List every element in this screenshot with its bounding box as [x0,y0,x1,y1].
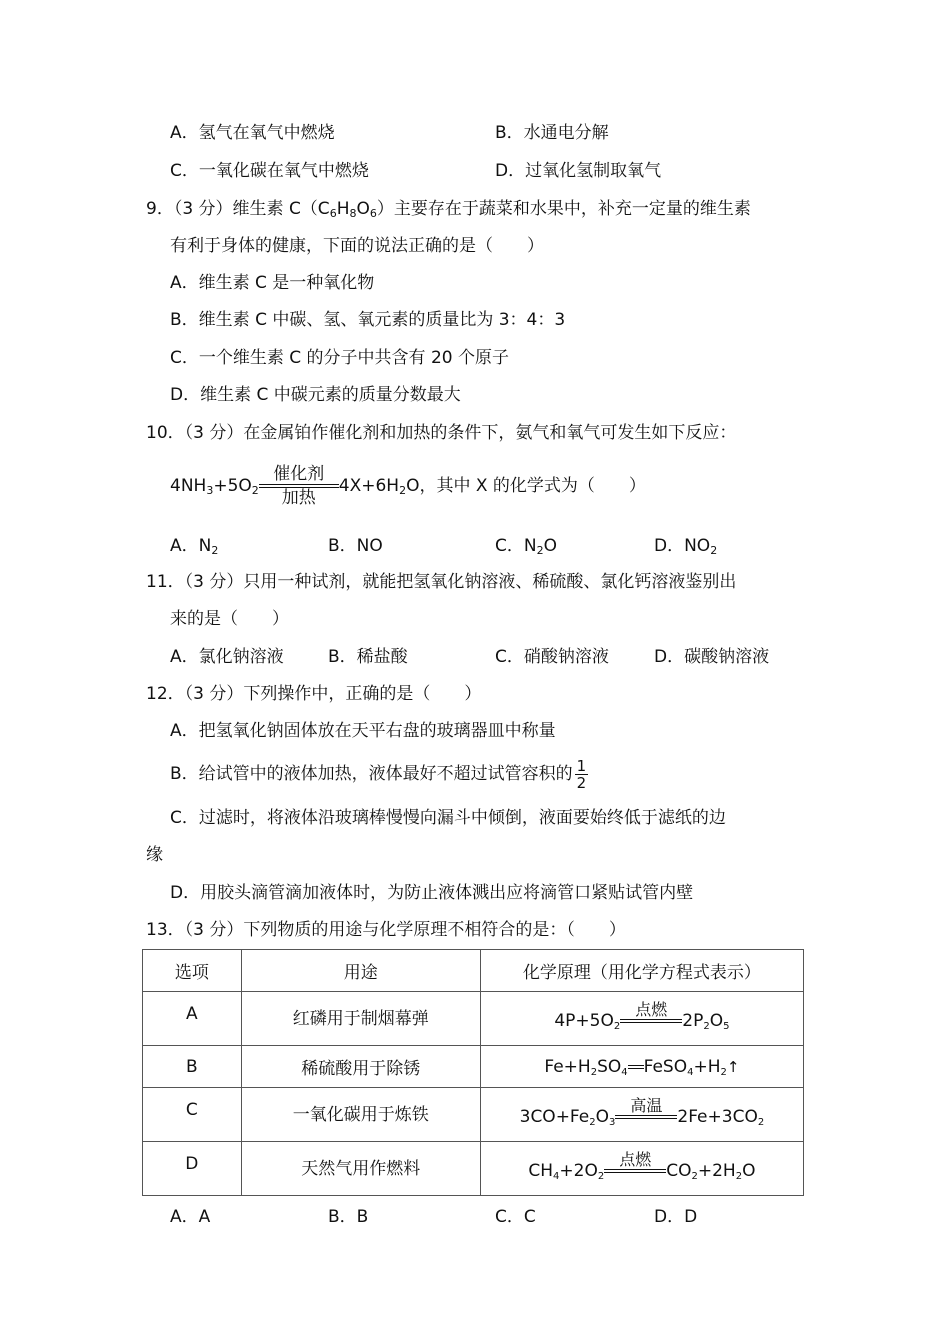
q8-option-d: D．过氧化氢制取氧气 [495,161,662,181]
q10-option-a: A．$N_2$ [170,536,219,557]
q9-option-d: D．维生素 C 中碳元素的质量分数最大 [170,385,461,405]
q10-option-c: C．$N_2O$ [495,536,557,557]
table-cell-option: C [143,1088,242,1142]
q9-option-b: B．维生素 C 中碳、氢、氧元素的质量比为 3：4：3 [170,310,566,330]
table-row [143,1046,804,1088]
table-cell-use: 天然气用作燃料 [241,1142,480,1196]
q11-option-c: C．硝酸钠溶液 [495,647,609,667]
q13-table [142,949,804,1196]
q10-equation: $4NH_3+5O_2$ 催化剂 加热 $4X+6H_2O$，其中 X 的化学式为（ ） [170,464,646,508]
q11-stem: 11．（3 分）只用一种试剂，就能把氢氧化钠溶液、稀硫酸、氯化钙溶液鉴别出 [146,572,737,592]
q13-option-c: C．C [495,1207,536,1227]
table-cell-equation: $Fe+H_2SO_4$ $FeSO_4+H_2↑$ [480,1046,803,1088]
q11-stem-line2: 来的是（ ） [170,609,289,629]
table-cell-equation: $3CO+Fe_2O_3$ 高温 $2Fe+3CO_2$ [480,1088,803,1142]
q11-option-a: A．氯化钠溶液 [170,647,284,667]
q9-option-c: C．一个维生素 C 的分子中共含有 20 个原子 [170,348,509,368]
table-header: 用途 [241,950,480,992]
q12-option-c: C．过滤时，将液体沿玻璃棒慢慢向漏斗中倾倒，液面要始终低于滤纸的边 [170,808,726,828]
fraction: $\frac{1}{2}$ [576,756,587,792]
q13-option-a: A．A [170,1207,211,1227]
table-cell-equation: $4P+5O_2$ 点燃 $2P_2O_5$ [480,992,803,1046]
table-row [143,1142,804,1196]
table-cell-option: D [143,1142,242,1196]
condition-ignite: 点燃 [620,1001,682,1041]
q12-option-c-line2: 缘 [146,845,163,865]
q9-stem: 9．（3 分）维生素 $C(C_6H_8O_6)$主要存在于蔬菜和水果中，补充一定量的维生素 [146,199,751,220]
gas-arrow-icon: ↑ [726,1057,740,1076]
table-row [143,1088,804,1142]
q12-option-a: A．把氢氧化钠固体放在天平右盘的玻璃器皿中称量 [170,721,556,741]
q8-option-b: B．水通电分解 [495,123,609,143]
table-header: 化学原理（用化学方程式表示） [480,950,803,992]
q12-stem: 12．（3 分）下列操作中，正确的是（ ） [146,684,482,704]
table-cell-use: 红磷用于制烟幕弹 [241,992,480,1046]
q10-option-d: D．$NO_2$ [654,536,718,557]
table-cell-use: 一氧化碳用于炼铁 [241,1088,480,1142]
table-header-row [143,950,804,992]
table-cell-option: A [143,992,242,1046]
q12-option-b: B．给试管中的液体加热，液体最好不超过试管容积的 $\frac{1}{2}$ [170,756,587,792]
q9-stem-line2: 有利于身体的健康，下面的说法正确的是（ ） [170,236,544,256]
q13-option-d: D．D [654,1207,698,1227]
q10-condition: 催化剂 加热 [259,464,339,508]
condition-high-temp: 高温 [615,1097,677,1137]
q13-stem: 13．（3 分）下列物质的用途与化学原理不相符合的是：（ ） [146,920,626,940]
table-cell-equation: $CH_4+2O_2$ 点燃 $CO_2+2H_2O$ [480,1142,803,1196]
q13-option-b: B．B [328,1207,369,1227]
table-cell-option: B [143,1046,242,1088]
table-cell-use: 稀硫酸用于除锈 [241,1046,480,1088]
q12-option-d: D．用胶头滴管滴加液体时，为防止液体溅出应将滴管口紧贴试管内壁 [170,883,694,903]
q10-option-b: B．NO [328,536,383,556]
q8-option-c: C．一氧化碳在氧气中燃烧 [170,161,369,181]
q11-option-d: D．碳酸钠溶液 [654,647,770,667]
q11-option-b: B．稀盐酸 [328,647,408,667]
q10-stem: 10．（3 分）在金属铂作催化剂和加热的条件下，氨气和氧气可发生如下反应： [146,423,737,443]
condition-ignite: 点燃 [604,1151,666,1191]
q8-option-a: A．氢气在氧气中燃烧 [170,123,335,143]
table-header: 选项 [143,950,242,992]
table-row [143,992,804,1046]
q9-option-a: A．维生素 C 是一种氧化物 [170,273,375,293]
equals-sign [628,1065,644,1069]
